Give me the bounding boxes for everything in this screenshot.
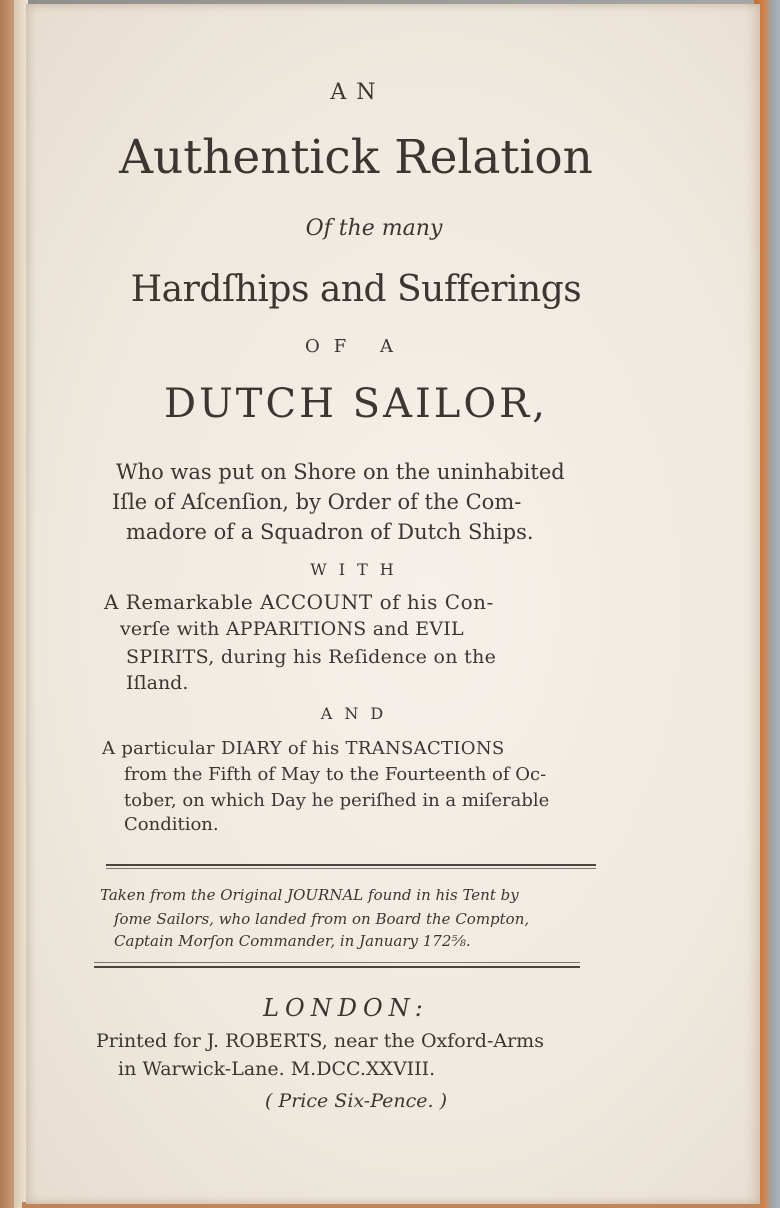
title-line-1: Authentick Relation	[119, 130, 593, 185]
top-rule-inner	[106, 868, 596, 869]
account-line-2: verſe with APPARITIONS and EVIL	[120, 618, 464, 640]
title-of-a: OF A	[305, 336, 407, 357]
title-an: AN	[330, 80, 386, 105]
imprint-line-1: Printed for J. ROBERTS, near the Oxford-Arms	[96, 1030, 544, 1052]
account-line-4: Iſland.	[126, 672, 189, 694]
description-line-1: Who was put on Shore on the uninhabited	[116, 460, 565, 484]
title-line-2: Hardſhips and Sufferings	[130, 269, 582, 310]
diary-line-1: A particular DIARY of his TRANSACTIONS	[102, 738, 505, 759]
top-rule	[106, 864, 596, 866]
source-note-line-1: Taken from the Original JOURNAL found in his Tent by	[100, 886, 519, 904]
diary-line-4: Condition.	[124, 814, 219, 835]
imprint-city: LONDON:	[263, 994, 429, 1022]
description-line-3: madore of a Squadron of Dutch Ships.	[126, 520, 534, 544]
and-label: AND	[320, 704, 396, 723]
title-of-the-many: Of the many	[305, 216, 443, 241]
bottom-rule	[94, 966, 580, 968]
with-label: WITH	[310, 560, 406, 579]
bottom-rule-inner	[94, 962, 580, 963]
account-line-3: SPIRITS, during his Reſidence on the	[126, 646, 497, 668]
description-line-2: Iſle of Aſcenſion, by Order of the Com-	[112, 490, 522, 514]
source-note-line-2: ſome Sailors, who landed from on Board the Compton,	[114, 910, 530, 928]
account-line-1: A Remarkable ACCOUNT of his Con-	[104, 590, 494, 614]
diary-line-3: tober, on which Day he periſhed in a miſerable	[124, 790, 550, 811]
diary-line-2: from the Fifth of May to the Fourteenth of Oc-	[124, 764, 547, 785]
title-line-3: DUTCH SAILOR,	[164, 381, 548, 427]
imprint-line-2: in Warwick-Lane. M.DCC.XXVIII.	[118, 1058, 436, 1080]
price-line: ( Price Six-Pence. )	[264, 1090, 447, 1112]
source-note-line-3: Captain Morſon Commander, in January 172⅝.	[114, 932, 471, 950]
